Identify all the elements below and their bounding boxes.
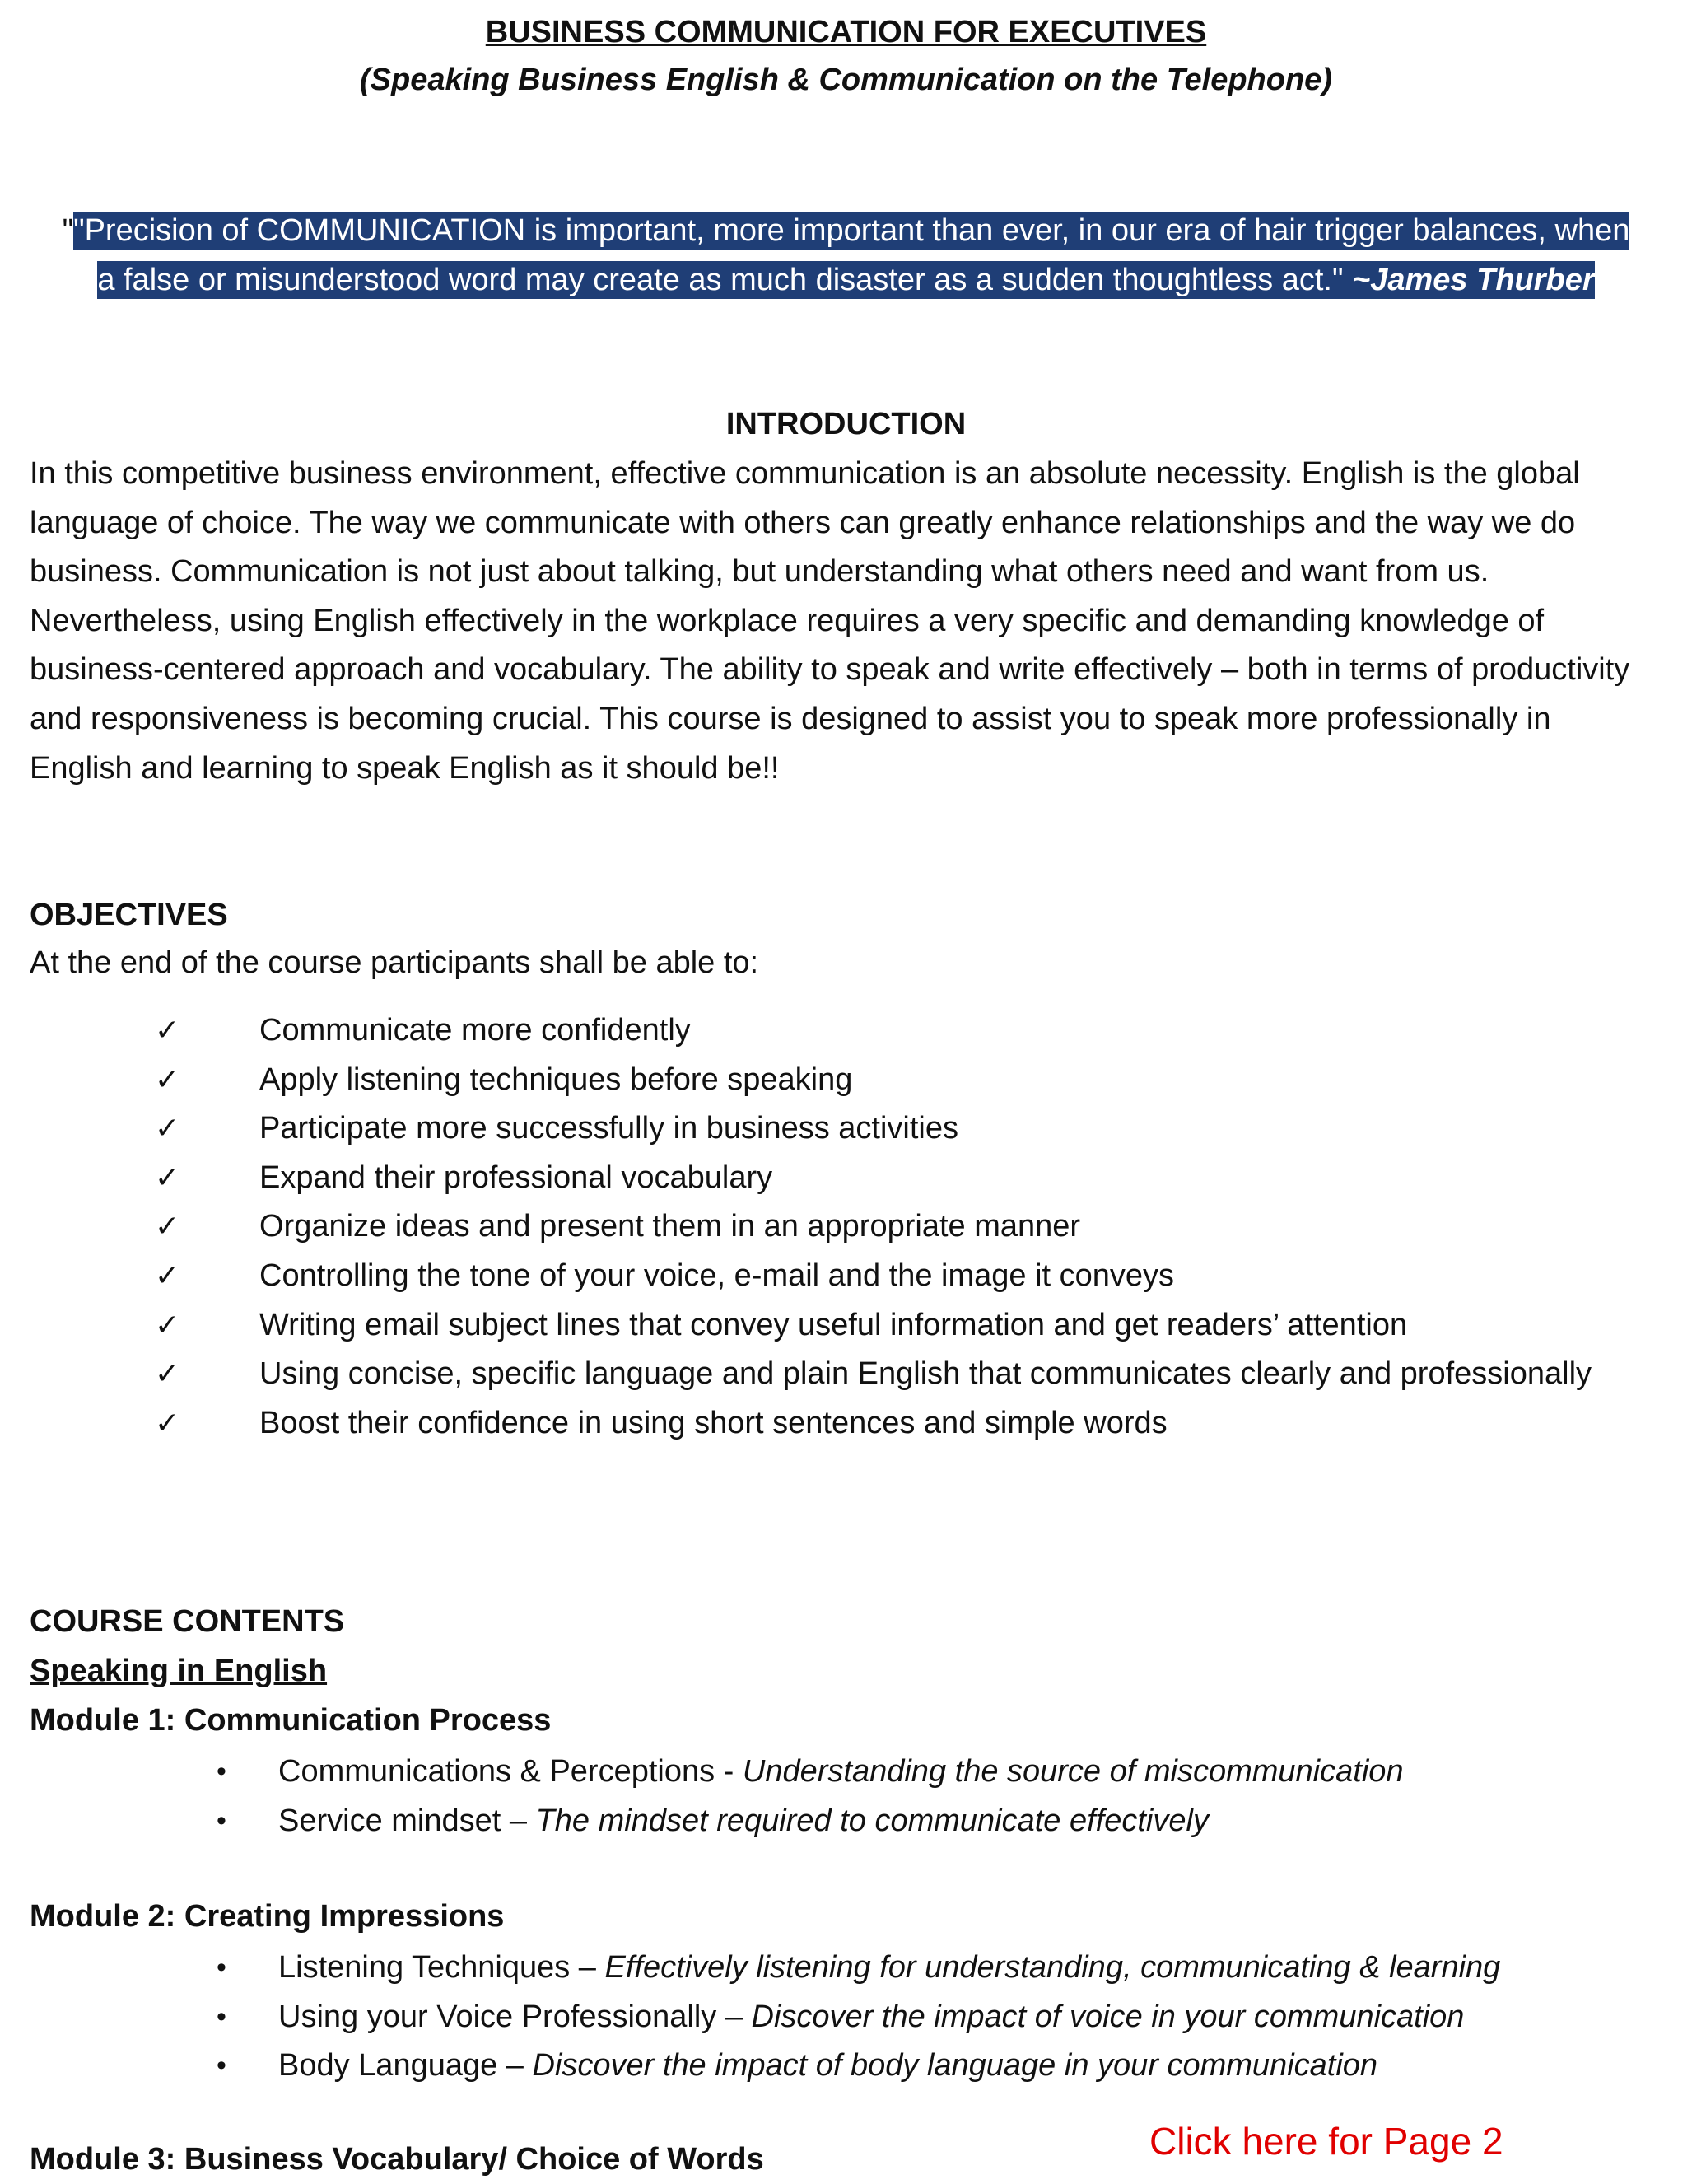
course-contents-heading: COURSE CONTENTS (30, 1604, 345, 1639)
objective-text: Organize ideas and present them in an appropriate manner (259, 1209, 1081, 1244)
quote-author: ~James Thurber (1352, 263, 1595, 297)
checkmark-icon: ✓ (155, 1210, 180, 1244)
module-2-title: Module 2: Creating Impressions (30, 1899, 505, 1934)
topic-description: The mindset required to communicate effectively (535, 1803, 1209, 1838)
introduction-heading: INTRODUCTION (725, 407, 967, 441)
objective-text: Apply listening techniques before speaking (259, 1062, 853, 1097)
checkmark-icon: ✓ (155, 1160, 180, 1195)
module-2-topics (0, 1944, 1692, 2091)
page-2-link[interactable]: Click here for Page 2 (1149, 2120, 1503, 2163)
document-subtitle: (Speaking Business English & Communication on the Telephone) (360, 63, 1332, 97)
objectives-list (0, 1006, 1692, 1448)
bullet-icon: • (217, 1804, 226, 1836)
bullet-icon: • (217, 2000, 226, 2032)
objective-text: Expand their professional vocabulary (259, 1160, 773, 1195)
topic-name: Service mindset – (278, 1803, 536, 1838)
quote-highlight (73, 212, 1629, 299)
objective-item (0, 1006, 1692, 1056)
objective-text: Writing email subject lines that convey useful information and get readers’ attention (259, 1307, 1408, 1342)
section-title: Speaking in English (30, 1654, 328, 1688)
topic-name: Body Language – (278, 2048, 533, 2084)
module-1-title: Module 1: Communication Process (30, 1703, 552, 1738)
objective-item (0, 1399, 1692, 1449)
objective-text: Boost their confidence in using short sentences and simple words (259, 1405, 1168, 1440)
topic-item (0, 1797, 1692, 1846)
topic-name: Listening Techniques – (278, 1950, 605, 1985)
checkmark-icon: ✓ (155, 1014, 180, 1048)
objective-item (0, 1154, 1692, 1203)
objective-text: Using concise, specific language and plain English that communicates clearly and professionally (259, 1356, 1592, 1392)
objective-item (0, 1056, 1692, 1105)
topic-item (0, 1993, 1692, 2042)
objective-text: Controlling the tone of your voice, e-mail and the image it conveys (259, 1258, 1175, 1293)
topic-description: Discover the impact of voice in your communication (751, 1999, 1465, 2034)
bullet-icon: • (217, 1952, 226, 1983)
module-3-title: Module 3: Business Vocabulary/ Choice of Words (30, 2142, 764, 2177)
quote-lead-mark: " (62, 213, 74, 248)
checkmark-icon: ✓ (155, 1112, 180, 1146)
topic-item (0, 1748, 1692, 1797)
topic-description: Effectively listening for understanding, communicating & learning (604, 1950, 1501, 1985)
bullet-icon: • (217, 2050, 226, 2082)
checkmark-icon: ✓ (155, 1258, 180, 1293)
checkmark-icon: ✓ (155, 1406, 180, 1440)
objectives-heading: OBJECTIVES (30, 898, 228, 932)
topic-description: Understanding the source of miscommunication (742, 1754, 1404, 1789)
objective-text: Communicate more confidently (259, 1013, 691, 1048)
objective-item (0, 1252, 1692, 1301)
topic-description: Discover the impact of body language in your communication (532, 2048, 1378, 2084)
document-title: BUSINESS COMMUNICATION FOR EXECUTIVES (485, 15, 1207, 49)
objective-text: Participate more successfully in business activities (259, 1111, 959, 1146)
introduction-body: In this competitive business environment, effective communication is an absolute necessity. English is the global language of choice. The way we communicate with others can greatly enhance relationships and the way we do business. Communication is not just about talking, but understanding what others need and want from us. Nevertheless, using English effectively in the workplace requires a very specific and demanding knowledge of business-centered approach and vocabulary. The ability to speak and write effectively – both in terms of productivity and responsiveness is becoming crucial. This course is designed to assist you to speak more professionally in English and learning to speak English as it should be!! (30, 456, 1630, 786)
checkmark-icon: ✓ (155, 1357, 180, 1392)
topic-item (0, 2042, 1692, 2091)
objective-item (0, 1104, 1692, 1154)
checkmark-icon: ✓ (155, 1308, 180, 1342)
topic-name: Communications & Perceptions - (278, 1754, 743, 1789)
quote-block (49, 206, 1643, 305)
topic-item (0, 1944, 1692, 1993)
objective-item (0, 1301, 1692, 1351)
quote-text: "Precision of COMMUNICATION is important, more important than ever, in our era of hair trigger balances, when a false or misunderstood word may create as much disaster as a sudden thoughtless act." (73, 213, 1630, 297)
objective-item (0, 1202, 1692, 1252)
topic-name: Using your Voice Professionally – (278, 1999, 752, 2034)
module-1-topics (0, 1748, 1692, 1846)
objective-item (0, 1350, 1692, 1399)
checkmark-icon: ✓ (155, 1062, 180, 1097)
objectives-intro: At the end of the course participants shall be able to: (30, 945, 759, 980)
bullet-icon: • (217, 1756, 226, 1787)
